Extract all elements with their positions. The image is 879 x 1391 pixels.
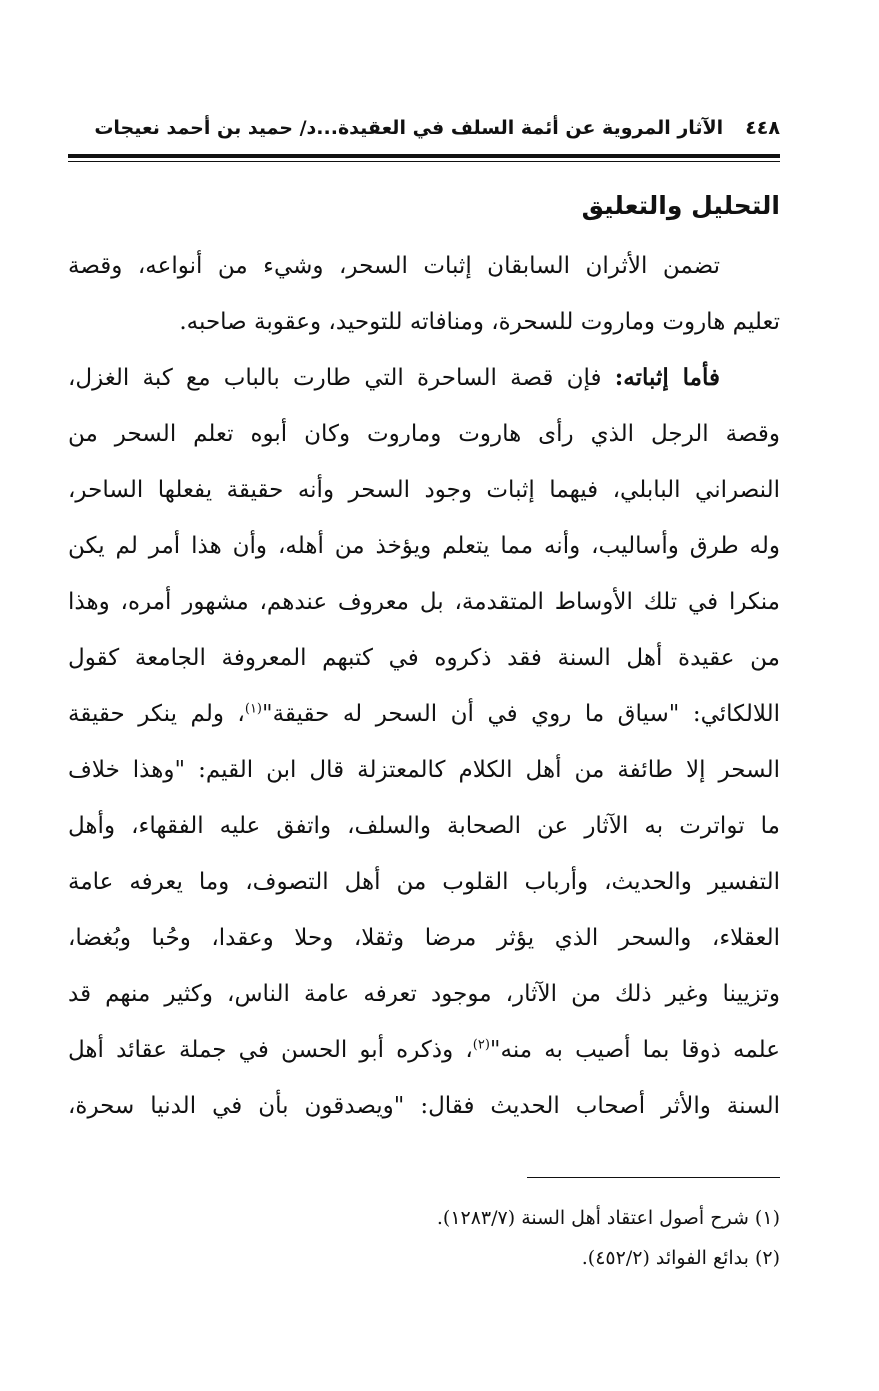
header-rule-thick <box>68 154 780 158</box>
paragraph-line-text: ، ولم ينكر حقيقة <box>68 701 245 727</box>
page-number: ٤٤٨ <box>745 117 780 139</box>
section-heading: التحليل والتعليق <box>581 191 780 220</box>
footnote-item: (١) شرح أصول اعتقاد أهل السنة (١٢٨٣/٧). <box>436 1207 780 1229</box>
header-rule-thin <box>68 161 780 162</box>
paragraph-line-text: فإن قصة الساحرة التي طارت بالباب مع كبة الغزل، <box>68 365 615 391</box>
paragraph-line-text: اللالكائي: "سياق ما روي في أن السحر له حقيقة" <box>262 701 780 727</box>
paragraph-line: وقصة الرجل الذي رأى هاروت وماروت وكان أبوه تعلم السحر من <box>68 421 780 447</box>
paragraph-line: السحر إلا طائفة من أهل الكلام كالمعتزلة قال ابن القيم: "وهذا خلاف <box>68 757 780 783</box>
footnotes <box>68 1198 780 1278</box>
running-header <box>68 108 780 148</box>
paragraph-line <box>68 1022 780 1078</box>
paragraph-line-text: علمه ذوقا بما أصيب به منه" <box>489 1037 780 1063</box>
paragraph-line: العقلاء، والسحر الذي يؤثر مرضا وثقلا، وحلا وعقدا، وحُبا وبُغضا، <box>68 925 780 951</box>
paragraph-line: ما تواترت به الآثار عن الصحابة والسلف، واتفق عليه الفقهاء، وأهل <box>68 813 780 839</box>
paragraph-line: وتزيينا وغير ذلك من الآثار، موجود تعرفه عامة الناس، وكثير منهم قد <box>68 981 780 1007</box>
paragraph-line: تعليم هاروت وماروت للسحرة، ومنافاته للتوحيد، وعقوبة صاحبه. <box>179 309 780 335</box>
body-text <box>68 238 780 1134</box>
footnote-item: (٢) بدائع الفوائد (٤٥٢/٢). <box>581 1247 780 1269</box>
footnote-ref[interactable]: (١) <box>244 701 262 717</box>
paragraph-line: منكرا في تلك الأوساط المتقدمة، بل معروف عندهم، مشهور أمره، وهذا <box>68 589 780 615</box>
paragraph-line <box>68 350 780 406</box>
footnote-ref[interactable]: (٢) <box>472 1037 490 1053</box>
paragraph-line: النصراني البابلي، فيهما إثبات وجود السحر وأنه حقيقة يفعلها الساحر، <box>68 477 780 503</box>
paragraph-line: تضمن الأثران السابقان إثبات السحر، وشيء من أنواعه، وقصة <box>68 253 720 279</box>
paragraph-lead: فأما إثباته: <box>614 364 720 391</box>
paragraph-line: التفسير والحديث، وأرباب القلوب من أهل التصوف، وما يعرفه عامة <box>68 869 780 895</box>
paragraph-line-text: ، وذكره أبو الحسن في جملة عقائد أهل <box>68 1037 473 1063</box>
footnote-separator <box>527 1177 780 1178</box>
paragraph-line: من عقيدة أهل السنة فقد ذكروه في كتبهم المعروفة الجامعة كقول <box>68 645 780 671</box>
paragraph-line: وله طرق وأساليب، وأنه مما يتعلم ويؤخذ من أهله، وأن هذا أمر لم يكن <box>68 533 780 559</box>
paragraph-line <box>68 686 780 742</box>
running-title: الآثار المروية عن أئمة السلف في العقيدة...د/ حميد بن أحمد نعيجات <box>94 117 724 139</box>
paragraph-line: السنة والأثر أصحاب الحديث فقال: "ويصدقون بأن في الدنيا سحرة، <box>68 1093 780 1119</box>
